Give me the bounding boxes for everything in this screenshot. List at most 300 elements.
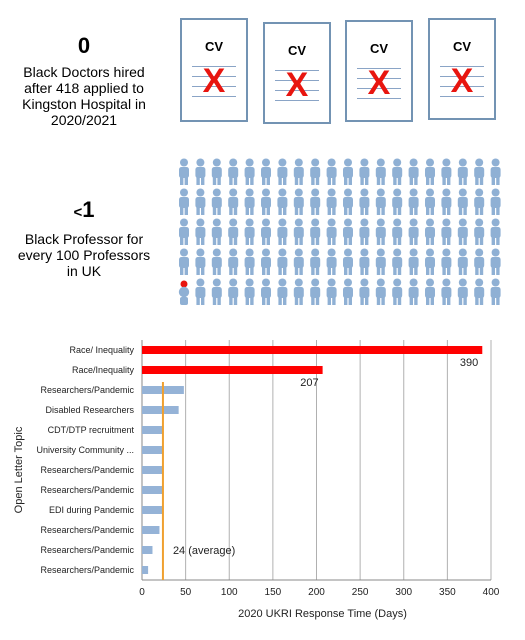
person-leg bbox=[475, 297, 478, 305]
person-head bbox=[475, 159, 483, 167]
bar bbox=[142, 506, 162, 514]
cross-icon: X bbox=[285, 66, 309, 104]
person-leg bbox=[229, 207, 232, 215]
person-body bbox=[294, 227, 304, 238]
person-head bbox=[377, 219, 385, 227]
person-body bbox=[359, 287, 369, 298]
person-body bbox=[409, 197, 419, 208]
stat-doctors-description bbox=[10, 64, 158, 128]
person-head bbox=[311, 219, 319, 227]
person-body bbox=[195, 287, 205, 298]
cv-label: CV bbox=[369, 41, 389, 56]
person-leg bbox=[459, 237, 462, 245]
stat-professors bbox=[6, 198, 162, 279]
person-body bbox=[343, 197, 353, 208]
person-leg bbox=[283, 297, 286, 305]
person-leg bbox=[447, 207, 450, 215]
person-icon bbox=[441, 249, 451, 276]
person-leg bbox=[234, 297, 237, 305]
person-leg bbox=[283, 267, 286, 275]
person-head bbox=[492, 249, 500, 257]
person-icon bbox=[245, 219, 255, 246]
person-body bbox=[491, 227, 501, 238]
person-leg bbox=[332, 177, 335, 185]
stat-professors-number bbox=[6, 198, 162, 225]
person-icon bbox=[425, 219, 435, 246]
person-leg bbox=[480, 207, 483, 215]
person-leg bbox=[201, 207, 204, 215]
person-leg bbox=[459, 297, 462, 305]
person-leg bbox=[316, 177, 319, 185]
person-leg bbox=[349, 207, 352, 215]
person-leg bbox=[480, 237, 483, 245]
person-body bbox=[228, 197, 238, 208]
person-icon bbox=[245, 249, 255, 276]
person-head bbox=[360, 159, 368, 167]
person-body bbox=[277, 257, 287, 268]
category-label: Race/ Inequality bbox=[69, 345, 134, 355]
person-icon bbox=[294, 249, 304, 276]
person-leg bbox=[278, 267, 281, 275]
person-head bbox=[360, 189, 368, 197]
person-leg bbox=[278, 297, 281, 305]
person-head bbox=[229, 279, 237, 287]
person-head bbox=[344, 189, 352, 197]
person-head bbox=[475, 279, 483, 287]
person-icon bbox=[294, 189, 304, 216]
stat-doctors-line: after 418 applied to bbox=[24, 80, 144, 96]
person-leg bbox=[311, 297, 314, 305]
person-leg bbox=[229, 237, 232, 245]
person-body bbox=[441, 287, 451, 298]
person-leg bbox=[480, 177, 483, 185]
cross-icon: X bbox=[450, 62, 474, 100]
person-head bbox=[196, 219, 204, 227]
person-icon bbox=[228, 219, 238, 246]
person-head bbox=[393, 279, 401, 287]
person-body bbox=[458, 227, 468, 238]
person-head bbox=[442, 189, 450, 197]
person-body bbox=[474, 287, 484, 298]
stat-professors-line: Black Professor for bbox=[24, 231, 144, 247]
person-leg bbox=[250, 207, 253, 215]
person-body bbox=[245, 257, 255, 268]
person-leg bbox=[442, 207, 445, 215]
person-leg bbox=[250, 297, 253, 305]
person-body bbox=[277, 167, 287, 178]
person-leg bbox=[459, 177, 462, 185]
category-label: Researchers/Pandemic bbox=[40, 565, 134, 575]
person-body bbox=[212, 257, 222, 268]
cross-icon: X bbox=[202, 62, 226, 100]
person-icon bbox=[458, 189, 468, 216]
stat-professors-line: every 100 Professors bbox=[17, 247, 151, 263]
person-icon bbox=[212, 249, 222, 276]
person-leg bbox=[250, 237, 253, 245]
person-leg bbox=[180, 177, 183, 185]
cv-label: CV bbox=[287, 43, 307, 58]
person-leg bbox=[311, 207, 314, 215]
person-icon bbox=[376, 189, 386, 216]
person-head bbox=[295, 159, 303, 167]
person-body bbox=[458, 257, 468, 268]
person-head bbox=[393, 249, 401, 257]
person-head bbox=[410, 189, 418, 197]
person-leg bbox=[246, 297, 249, 305]
person-head bbox=[328, 279, 336, 287]
person-body bbox=[277, 287, 287, 298]
person-leg bbox=[311, 267, 314, 275]
person-head bbox=[278, 249, 286, 257]
person-body bbox=[327, 167, 337, 178]
person-leg bbox=[283, 237, 286, 245]
person-leg bbox=[398, 177, 401, 185]
person-body bbox=[228, 257, 238, 268]
person-leg bbox=[365, 177, 368, 185]
person-head bbox=[442, 279, 450, 287]
person-head bbox=[179, 287, 189, 297]
person-leg bbox=[283, 207, 286, 215]
stat-doctors-number: 0 bbox=[77, 33, 91, 58]
person-head bbox=[229, 219, 237, 227]
person-body bbox=[441, 227, 451, 238]
person-leg bbox=[185, 207, 188, 215]
person-icon bbox=[277, 189, 287, 216]
person-leg bbox=[295, 237, 298, 245]
person-leg bbox=[496, 177, 499, 185]
person-head bbox=[328, 249, 336, 257]
person-head bbox=[459, 279, 467, 287]
person-leg bbox=[426, 237, 429, 245]
person-head bbox=[475, 249, 483, 257]
person-leg bbox=[365, 297, 368, 305]
person-icon bbox=[310, 219, 320, 246]
person-body bbox=[212, 167, 222, 178]
bar bbox=[142, 406, 179, 414]
person-leg bbox=[180, 207, 183, 215]
person-leg bbox=[398, 297, 401, 305]
person-head bbox=[393, 159, 401, 167]
person-leg bbox=[246, 237, 249, 245]
person-leg bbox=[328, 177, 331, 185]
person-body bbox=[392, 287, 402, 298]
person-icon bbox=[343, 249, 353, 276]
person-body bbox=[458, 167, 468, 178]
person-body bbox=[310, 257, 320, 268]
person-leg bbox=[196, 297, 199, 305]
person-head bbox=[360, 279, 368, 287]
person-leg bbox=[267, 267, 270, 275]
person-head bbox=[475, 189, 483, 197]
person-icon bbox=[212, 189, 222, 216]
person-icon bbox=[376, 279, 386, 306]
person-head bbox=[393, 189, 401, 197]
person-leg bbox=[377, 207, 380, 215]
bar bbox=[142, 526, 159, 534]
person-icon bbox=[294, 159, 304, 186]
person-head bbox=[311, 159, 319, 167]
person-leg bbox=[475, 177, 478, 185]
person-leg bbox=[431, 267, 434, 275]
person-head bbox=[410, 249, 418, 257]
person-body bbox=[491, 287, 501, 298]
person-head bbox=[311, 279, 319, 287]
person-leg bbox=[365, 267, 368, 275]
person-leg bbox=[360, 177, 363, 185]
category-label: Researchers/Pandemic bbox=[40, 525, 134, 535]
person-leg bbox=[213, 297, 216, 305]
person-icon bbox=[359, 189, 369, 216]
person-leg bbox=[410, 207, 413, 215]
person-head bbox=[393, 219, 401, 227]
person-head bbox=[229, 189, 237, 197]
person-body bbox=[327, 197, 337, 208]
person-body bbox=[228, 287, 238, 298]
response-time-chart bbox=[0, 330, 525, 640]
person-icon bbox=[261, 219, 271, 246]
person-icon bbox=[409, 249, 419, 276]
person-icon bbox=[228, 249, 238, 276]
person-leg bbox=[463, 177, 466, 185]
person-head bbox=[492, 159, 500, 167]
person-leg bbox=[213, 237, 216, 245]
person-leg bbox=[496, 267, 499, 275]
x-tick-label: 150 bbox=[264, 587, 282, 598]
person-leg bbox=[328, 297, 331, 305]
person-head bbox=[278, 189, 286, 197]
category-label: CDT/DTP recruitment bbox=[47, 425, 134, 435]
person-head bbox=[262, 279, 270, 287]
person-leg bbox=[414, 237, 417, 245]
person-icon bbox=[409, 279, 419, 306]
person-icon bbox=[474, 189, 484, 216]
category-label: EDI during Pandemic bbox=[48, 505, 134, 515]
person-leg bbox=[414, 177, 417, 185]
person-head bbox=[295, 219, 303, 227]
person-leg bbox=[426, 297, 429, 305]
person-leg bbox=[463, 297, 466, 305]
person-leg bbox=[332, 237, 335, 245]
person-icon bbox=[458, 249, 468, 276]
person-icon bbox=[409, 189, 419, 216]
person-icon bbox=[474, 159, 484, 186]
person-head bbox=[442, 159, 450, 167]
person-leg bbox=[299, 207, 302, 215]
person-leg bbox=[262, 297, 265, 305]
person-icon bbox=[392, 159, 402, 186]
person-body bbox=[294, 257, 304, 268]
person-leg bbox=[360, 267, 363, 275]
bar bbox=[142, 486, 162, 494]
person-leg bbox=[344, 177, 347, 185]
person-body bbox=[425, 287, 435, 298]
person-leg bbox=[447, 297, 450, 305]
person-head bbox=[180, 159, 188, 167]
person-icon bbox=[392, 249, 402, 276]
person-leg bbox=[393, 177, 396, 185]
person-head bbox=[344, 249, 352, 257]
person-icon bbox=[359, 219, 369, 246]
person-head bbox=[377, 159, 385, 167]
person-body bbox=[425, 197, 435, 208]
person-leg bbox=[463, 207, 466, 215]
stat-doctors-line: 2020/2021 bbox=[50, 112, 118, 128]
person-leg bbox=[267, 297, 270, 305]
person-body bbox=[212, 197, 222, 208]
person-leg bbox=[217, 267, 220, 275]
person-head bbox=[426, 159, 434, 167]
person-head bbox=[360, 219, 368, 227]
person-leg bbox=[431, 177, 434, 185]
person-leg bbox=[262, 237, 265, 245]
person-body bbox=[409, 227, 419, 238]
person-leg bbox=[201, 237, 204, 245]
person-leg bbox=[328, 237, 331, 245]
person-leg bbox=[480, 297, 483, 305]
person-body bbox=[491, 167, 501, 178]
person-leg bbox=[410, 297, 413, 305]
person-head bbox=[295, 249, 303, 257]
person-head bbox=[229, 249, 237, 257]
person-body bbox=[245, 197, 255, 208]
person-leg bbox=[201, 297, 204, 305]
person-leg bbox=[492, 207, 495, 215]
person-leg bbox=[267, 207, 270, 215]
person-leg bbox=[316, 297, 319, 305]
cv-card bbox=[263, 22, 331, 124]
person-body bbox=[474, 227, 484, 238]
person-leg bbox=[332, 297, 335, 305]
person-icon bbox=[491, 279, 501, 306]
person-icon bbox=[425, 249, 435, 276]
person-leg bbox=[360, 237, 363, 245]
person-body bbox=[179, 197, 189, 208]
person-leg bbox=[262, 177, 265, 185]
person-body bbox=[310, 287, 320, 298]
person-body bbox=[195, 197, 205, 208]
person-body bbox=[409, 167, 419, 178]
person-leg bbox=[360, 207, 363, 215]
person-icon bbox=[245, 189, 255, 216]
person-head bbox=[180, 249, 188, 257]
person-leg bbox=[295, 177, 298, 185]
bar bbox=[142, 366, 323, 374]
person-leg bbox=[246, 177, 249, 185]
person-leg bbox=[185, 177, 188, 185]
person-leg bbox=[217, 177, 220, 185]
person-leg bbox=[381, 297, 384, 305]
person-leg bbox=[426, 267, 429, 275]
person-body bbox=[261, 227, 271, 238]
stat-professors-description bbox=[6, 231, 162, 279]
person-icon bbox=[179, 189, 189, 216]
person-icon bbox=[212, 219, 222, 246]
category-label: Disabled Researchers bbox=[45, 405, 134, 415]
person-leg bbox=[447, 177, 450, 185]
person-head bbox=[377, 189, 385, 197]
person-body bbox=[441, 167, 451, 178]
person-leg bbox=[196, 207, 199, 215]
person-leg bbox=[217, 207, 220, 215]
category-label: University Community ... bbox=[36, 445, 134, 455]
person-body bbox=[277, 197, 287, 208]
person-icon bbox=[212, 279, 222, 306]
person-leg bbox=[213, 207, 216, 215]
person-body bbox=[228, 167, 238, 178]
person-body bbox=[277, 227, 287, 238]
person-head bbox=[213, 279, 221, 287]
stat-professors-line: in UK bbox=[66, 263, 102, 279]
person-leg bbox=[393, 267, 396, 275]
person-body bbox=[179, 257, 189, 268]
person-icon bbox=[359, 159, 369, 186]
person-icon bbox=[474, 249, 484, 276]
person-leg bbox=[442, 267, 445, 275]
person-leg bbox=[250, 267, 253, 275]
person-body bbox=[327, 257, 337, 268]
person-icon bbox=[343, 189, 353, 216]
person-icon bbox=[179, 219, 189, 246]
person-leg bbox=[496, 207, 499, 215]
person-body bbox=[425, 167, 435, 178]
person-head bbox=[229, 159, 237, 167]
person-leg bbox=[295, 267, 298, 275]
person-icon bbox=[310, 249, 320, 276]
person-leg bbox=[377, 177, 380, 185]
x-tick-label: 100 bbox=[220, 587, 238, 598]
person-head bbox=[246, 249, 254, 257]
person-head bbox=[196, 279, 204, 287]
person-head bbox=[213, 219, 221, 227]
person-head bbox=[311, 189, 319, 197]
person-leg bbox=[365, 237, 368, 245]
person-leg bbox=[311, 177, 314, 185]
person-icon bbox=[179, 249, 189, 276]
person-leg bbox=[217, 297, 220, 305]
person-leg bbox=[377, 267, 380, 275]
person-leg bbox=[328, 207, 331, 215]
person-leg bbox=[234, 267, 237, 275]
person-leg bbox=[201, 177, 204, 185]
x-tick-label: 350 bbox=[439, 587, 456, 598]
person-body bbox=[376, 287, 386, 298]
person-leg bbox=[217, 237, 220, 245]
person-body bbox=[359, 197, 369, 208]
person-leg bbox=[316, 207, 319, 215]
person-leg bbox=[295, 207, 298, 215]
category-label: Researchers/Pandemic bbox=[40, 545, 134, 555]
x-tick-label: 300 bbox=[395, 587, 413, 598]
person-head bbox=[180, 219, 188, 227]
person-body bbox=[474, 197, 484, 208]
bar bbox=[142, 346, 482, 354]
person-icon bbox=[409, 159, 419, 186]
person-icon bbox=[277, 159, 287, 186]
person-body bbox=[245, 227, 255, 238]
person-head bbox=[278, 279, 286, 287]
person-leg bbox=[229, 177, 232, 185]
person-head bbox=[459, 189, 467, 197]
person-icon bbox=[491, 159, 501, 186]
person-icon bbox=[228, 159, 238, 186]
person-icon bbox=[327, 189, 337, 216]
person-leg bbox=[463, 267, 466, 275]
person-leg bbox=[381, 207, 384, 215]
person-leg bbox=[201, 267, 204, 275]
person-leg bbox=[180, 237, 183, 245]
person-body bbox=[376, 167, 386, 178]
person-icon bbox=[327, 279, 337, 306]
